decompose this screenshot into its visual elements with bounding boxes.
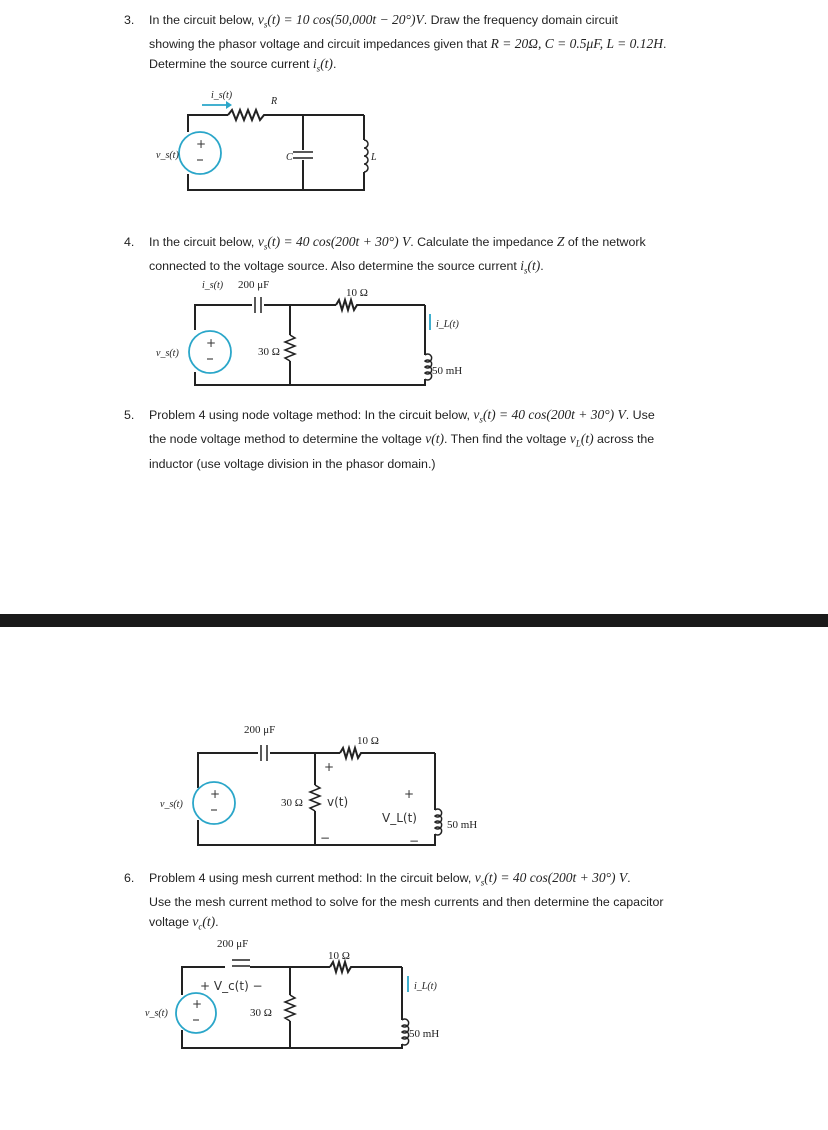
inductor-current-label: i_L(t) bbox=[414, 981, 437, 992]
source-label: v_s(t) bbox=[160, 799, 183, 810]
math-run: (t) = 10 cos(50,000t − 20°)V bbox=[267, 12, 424, 27]
svg-text:+: + bbox=[192, 997, 203, 1011]
text-run: . bbox=[540, 259, 544, 274]
inductor-label: 50 mH bbox=[432, 365, 463, 377]
text-run: . Use bbox=[625, 408, 655, 422]
node-minus-sign: − bbox=[320, 831, 331, 845]
math-run: v bbox=[474, 870, 481, 885]
math-subscript: s bbox=[479, 414, 483, 425]
source-label: v_s(t) bbox=[156, 348, 179, 359]
math-run: R = 20Ω, C = 0.5μF, L = 0.12H bbox=[490, 36, 664, 52]
math-run: v bbox=[569, 431, 576, 447]
math-run: Z bbox=[556, 234, 565, 249]
shunt-resistor-label: 30 Ω bbox=[258, 346, 280, 358]
math-run: v bbox=[257, 12, 264, 27]
text-run: . Calculate the impedance bbox=[410, 235, 557, 249]
text-run: showing the phasor voltage and circuit impedances given that bbox=[149, 37, 491, 52]
text-run: In the circuit below, bbox=[149, 13, 258, 27]
source-label: v_s(t) bbox=[156, 150, 179, 161]
node-plus-sign: + bbox=[324, 760, 335, 774]
capacitor-voltage-label: + V_c(t) − bbox=[200, 979, 263, 993]
math-subscript: s bbox=[263, 19, 268, 30]
math-run: i bbox=[520, 258, 525, 274]
series-resistor-label: 10 Ω bbox=[346, 287, 368, 299]
series-resistor-label: 10 Ω bbox=[357, 735, 379, 747]
math-subscript: s bbox=[316, 63, 321, 74]
math-run: (t) = 40 cos(200t + 30°) V bbox=[484, 870, 628, 885]
text-run: . bbox=[332, 57, 337, 72]
inductor-current-label: i_L(t) bbox=[436, 319, 459, 330]
math-run: (t) bbox=[320, 56, 333, 72]
inductor-plus-sign: + bbox=[404, 787, 415, 801]
capacitor-label: 200 μF bbox=[217, 938, 249, 950]
problem-number: 5. bbox=[124, 408, 135, 422]
shunt-resistor-label: 30 Ω bbox=[250, 1007, 272, 1019]
math-subscript: s bbox=[263, 241, 268, 252]
math-run: v bbox=[473, 407, 480, 422]
svg-text:+: + bbox=[196, 137, 207, 151]
text-run: across the bbox=[593, 432, 655, 447]
math-run: (t) = 40 cos(200t + 30°) V bbox=[482, 407, 626, 422]
text-run: . Then find the voltage bbox=[443, 432, 570, 447]
problem-number: 3. bbox=[124, 13, 135, 27]
inductor-label: 50 mH bbox=[409, 1028, 440, 1040]
source-label: v_s(t) bbox=[145, 1008, 168, 1019]
text-run: . Draw the frequency domain circuit bbox=[423, 13, 618, 27]
text-run: . bbox=[627, 871, 631, 885]
math-subscript: s bbox=[480, 877, 485, 888]
math-subscript: L bbox=[575, 438, 581, 449]
math-run: v(t) bbox=[425, 431, 444, 447]
text-run: . bbox=[663, 37, 667, 52]
text-run: inductor (use voltage division in the phasor domain.) bbox=[149, 456, 436, 471]
text-run: of the network bbox=[564, 235, 646, 249]
resistor-label: R bbox=[271, 96, 278, 107]
series-resistor-label: 10 Ω bbox=[328, 950, 350, 962]
math-run: (t) = 40 cos(200t + 30°) V bbox=[267, 234, 411, 249]
problem-number: 6. bbox=[124, 871, 135, 885]
math-run: i bbox=[312, 56, 317, 72]
inductor-label: 50 mH bbox=[447, 819, 478, 831]
capacitor-label: 200 μF bbox=[238, 279, 270, 291]
svg-text:+: + bbox=[210, 787, 221, 801]
inductor-minus-sign: − bbox=[409, 834, 420, 848]
text-run: Use the mesh current method to solve for the mesh currents and then determine the capacitor bbox=[149, 895, 664, 910]
inductor-label: L bbox=[371, 152, 377, 163]
node-voltage-label: v(t) bbox=[327, 795, 349, 809]
math-run: v bbox=[257, 234, 264, 249]
capacitor-label: 200 μF bbox=[244, 724, 276, 736]
math-run: (t) bbox=[580, 431, 594, 447]
math-run: (t) bbox=[202, 914, 216, 930]
current-label: i_s(t) bbox=[211, 90, 233, 101]
text-run: Determine the source current bbox=[149, 57, 313, 72]
text-run: the node voltage method to determine the voltage bbox=[149, 432, 426, 447]
text-run: Problem 4 using mesh current method: In the circuit below, bbox=[149, 871, 475, 885]
text-run: connected to the voltage source. Also determine the source current bbox=[149, 259, 521, 274]
math-subscript: s bbox=[524, 265, 528, 276]
svg-text:+: + bbox=[206, 336, 217, 350]
math-run: v bbox=[192, 914, 199, 930]
text-run: In the circuit below, bbox=[149, 235, 258, 249]
capacitor-label: C bbox=[286, 152, 293, 163]
text-run: voltage bbox=[149, 915, 193, 930]
math-subscript: c bbox=[198, 921, 203, 932]
math-run: (t) bbox=[527, 258, 541, 274]
current-label: i_s(t) bbox=[202, 280, 224, 291]
shunt-resistor-label: 30 Ω bbox=[281, 797, 303, 809]
inductor-voltage-label: V_L(t) bbox=[382, 811, 417, 825]
text-run: Problem 4 using node voltage method: In the circuit below, bbox=[149, 408, 474, 422]
problem-number: 4. bbox=[124, 235, 135, 249]
text-run: . bbox=[215, 915, 219, 930]
